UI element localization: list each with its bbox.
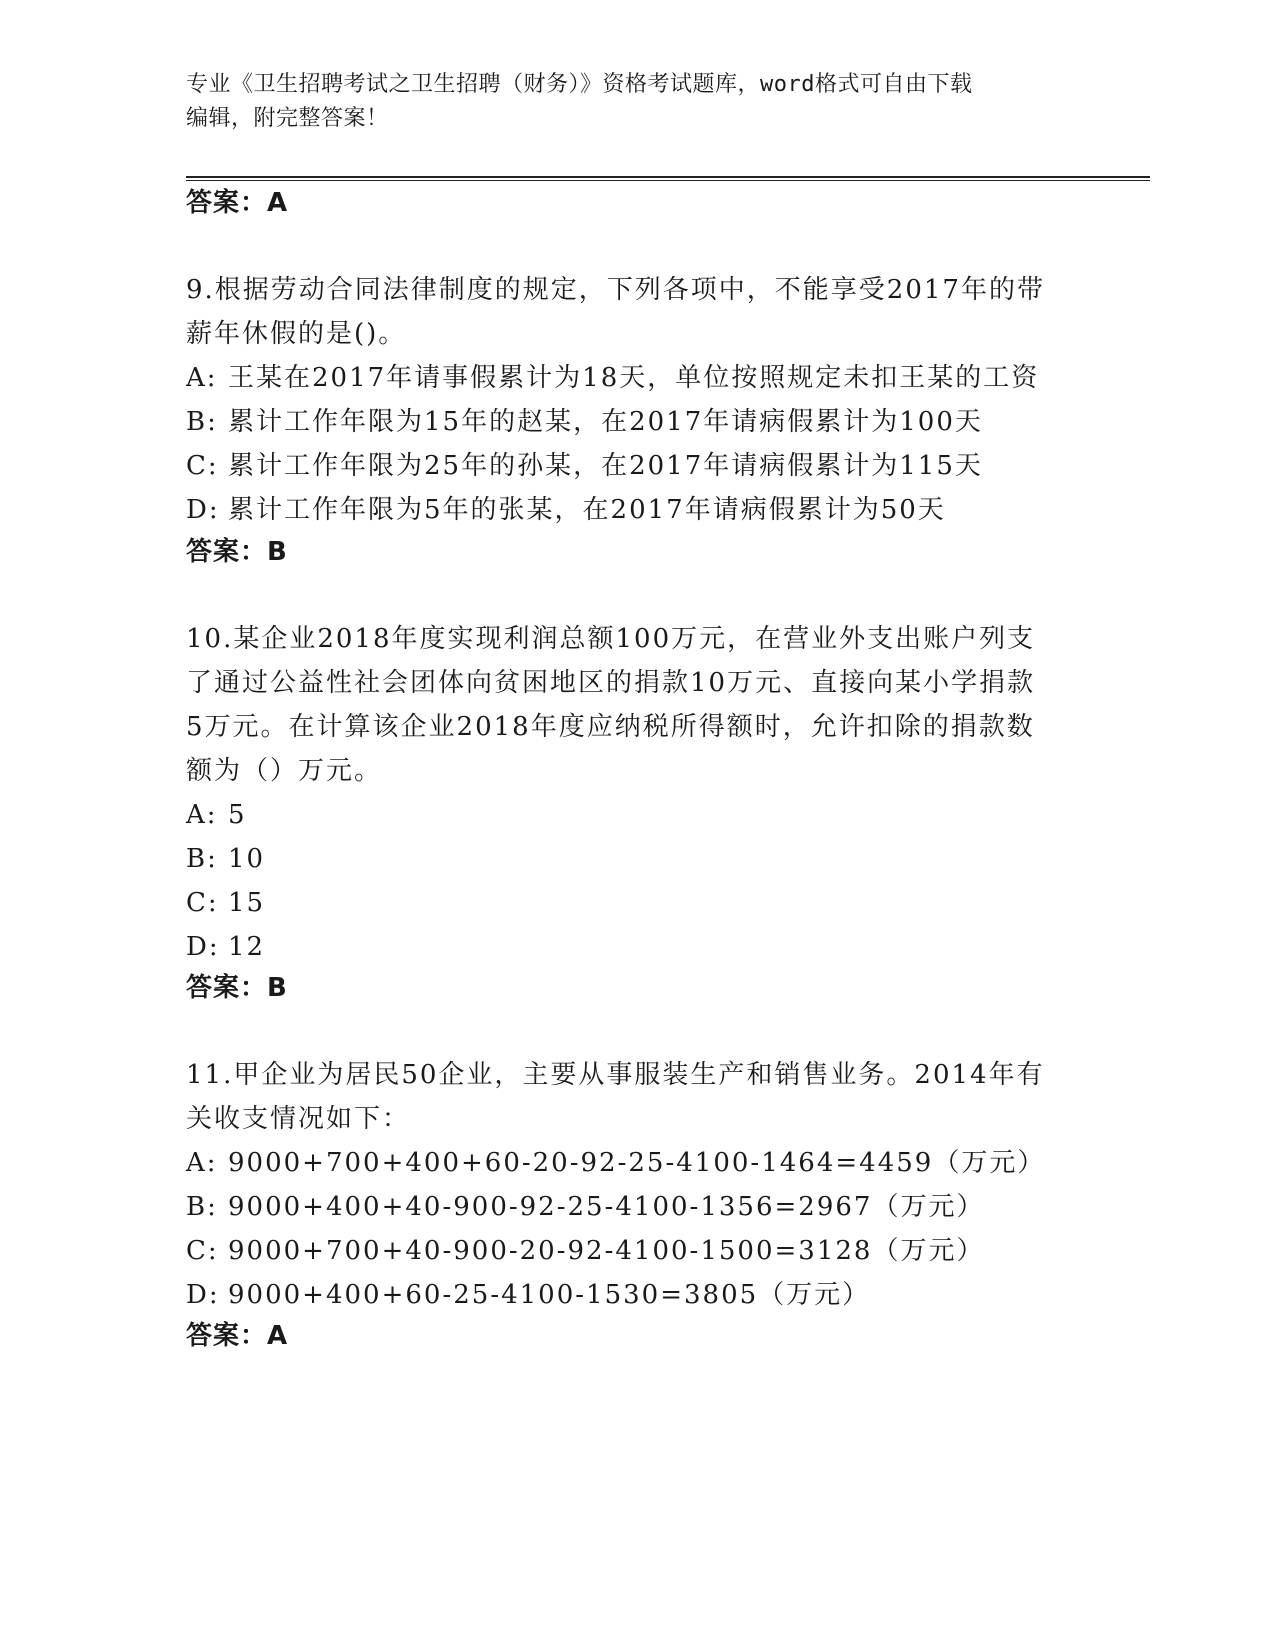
option-key: D: <box>186 932 220 962</box>
option-key: B: <box>186 1192 218 1222</box>
question-11-answer: 答案：A <box>186 1321 289 1351</box>
question-9-option-c <box>186 449 983 483</box>
question-11-option-a <box>186 1146 1045 1180</box>
answer-line: 答案：A <box>186 188 289 218</box>
question-10-stem-4: 额为（）万元。 <box>186 756 383 786</box>
question-10-stem-3: 5万元。在计算该企业2018年度应纳税所得额时，允许扣除的捐款数 <box>186 712 1035 742</box>
question-10-answer: 答案：B <box>186 973 288 1003</box>
option-text: 王某在2017年请事假累计为18天，单位按照规定未扣王某的工资 <box>228 363 1040 393</box>
question-10-stem-2: 了通过公益性社会团体向贫困地区的捐款10万元、直接向某小学捐款 <box>186 668 1036 698</box>
option-key: C: <box>186 451 219 481</box>
option-text: 累计工作年限为25年的孙某，在2017年请病假累计为115天 <box>228 451 983 481</box>
option-key: A: <box>186 800 218 830</box>
option-key: D: <box>186 1280 220 1310</box>
question-9-option-b <box>186 405 983 439</box>
option-text: 15 <box>228 888 266 918</box>
option-key: B: <box>186 407 218 437</box>
question-11-option-b <box>186 1190 984 1224</box>
option-key: D: <box>186 495 220 525</box>
option-text: 累计工作年限为5年的张某，在2017年请病假累计为50天 <box>228 495 946 525</box>
option-text: 12 <box>228 932 266 962</box>
option-text: 5 <box>228 800 247 830</box>
question-11-option-c <box>186 1234 984 1268</box>
option-text: 累计工作年限为15年的赵某，在2017年请病假累计为100天 <box>228 407 983 437</box>
header-rule <box>186 176 1150 181</box>
option-text: 9000+700+40-900-20-92-4100-1500=3128（万元） <box>228 1236 985 1266</box>
question-9-option-d <box>186 493 946 527</box>
option-text: 9000+700+400+60-20-92-25-4100-1464=4459（万元） <box>228 1148 1046 1178</box>
option-key: C: <box>186 1236 219 1266</box>
question-10-option-b <box>186 842 265 876</box>
option-key: C: <box>186 888 219 918</box>
question-9-answer: 答案：B <box>186 537 288 567</box>
question-9-option-a <box>186 361 1039 395</box>
question-10-option-d <box>186 930 265 964</box>
question-10-stem-1: 10.某企业2018年度实现利润总额100万元，在营业外支出账户列支 <box>186 624 1036 654</box>
question-11-stem-1: 11.甲企业为居民50企业，主要从事服装生产和销售业务。2014年有 <box>186 1060 1045 1090</box>
option-key: B: <box>186 844 218 874</box>
question-11-stem-2: 关收支情况如下： <box>186 1104 411 1134</box>
header-line-2: 编辑，附完整答案！ <box>186 106 389 131</box>
question-9-stem-2: 薪年休假的是()。 <box>186 319 407 349</box>
question-10-option-a <box>186 798 247 832</box>
option-text: 9000+400+60-25-4100-1530=3805（万元） <box>228 1280 871 1310</box>
option-text: 10 <box>228 844 266 874</box>
question-9-stem-1: 9.根据劳动合同法律制度的规定，下列各项中，不能享受2017年的带 <box>186 275 1045 305</box>
page-header <box>186 68 1066 136</box>
question-11-option-d <box>186 1278 870 1312</box>
option-key: A: <box>186 363 218 393</box>
option-text: 9000+400+40-900-92-25-4100-1356=2967（万元） <box>228 1192 985 1222</box>
header-line-1: 专业《卫生招聘考试之卫生招聘（财务）》资格考试题库，word格式可自由下载 <box>186 72 973 97</box>
question-10-option-c <box>186 886 265 920</box>
option-key: A: <box>186 1148 218 1178</box>
